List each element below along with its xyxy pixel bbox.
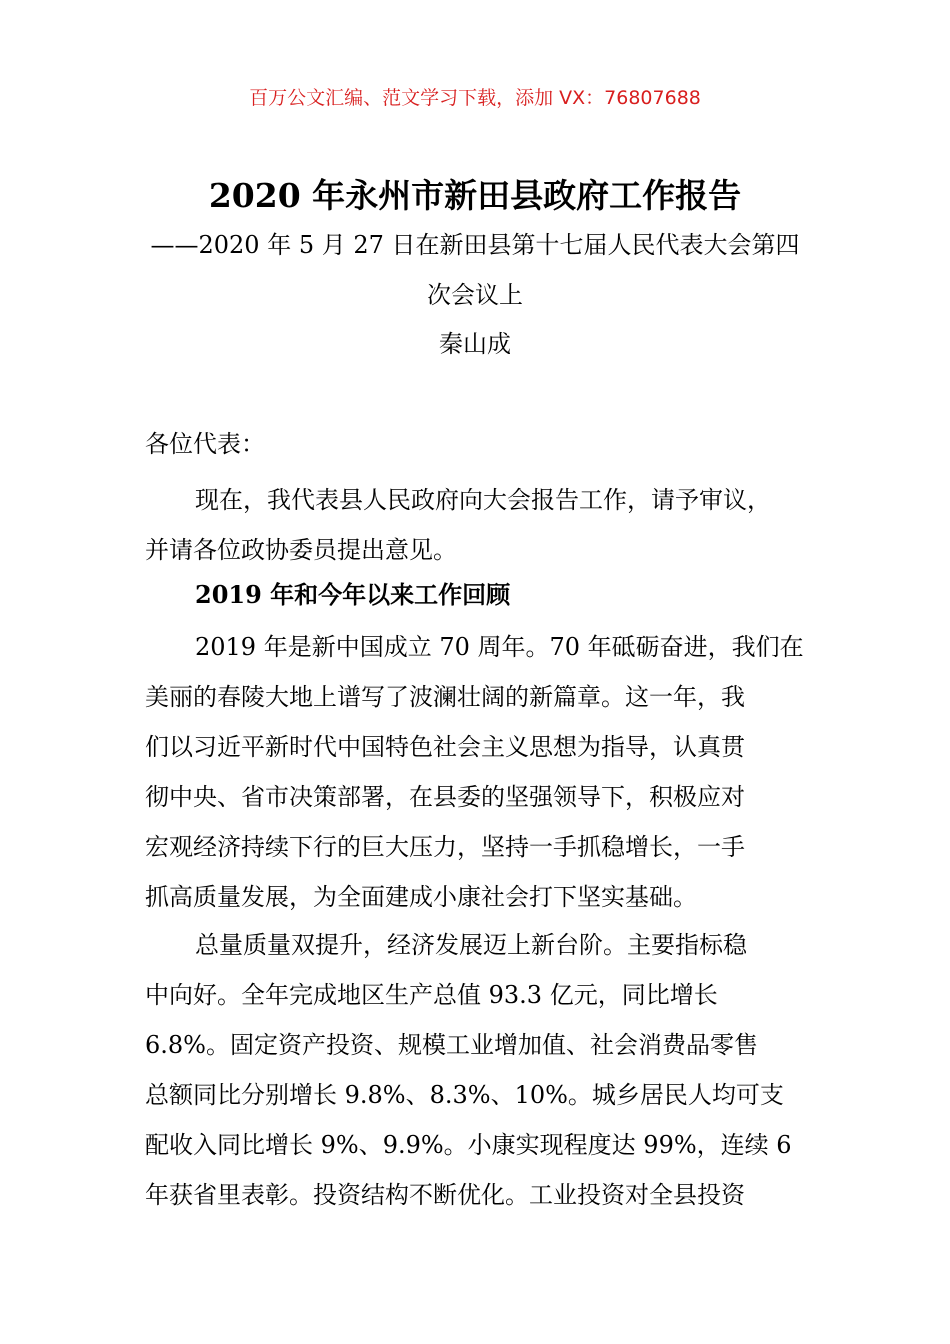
document-title: 2020 年永州市新田县政府工作报告 — [208, 176, 742, 215]
paragraph-line: 年获省里表彰。投资结构不断优化。工业投资对全县投资 — [145, 1181, 745, 1209]
paragraph-line: 彻中央、省市决策部署，在县委的坚强领导下，积极应对 — [145, 783, 745, 811]
paragraph-intro — [145, 475, 835, 575]
paragraph-review — [145, 622, 835, 922]
paragraph-line: 2019 年是新中国成立 70 周年。70 年砥砺奋进，我们在 — [195, 633, 804, 661]
paragraph-line: 总额同比分别增长 9.8%、8.3%、10%。城乡居民人均可支 — [145, 1081, 784, 1109]
subtitle-line-2: 次会议上 — [427, 281, 523, 309]
paragraph-line: 配收入同比增长 9%、9.9%。小康实现程度达 99%，连续 6 — [145, 1131, 792, 1159]
paragraph-line: 并请各位政协委员提出意见。 — [145, 536, 457, 564]
subtitle-line-1: ——2020 年 5 月 27 日在新田县第十七届人民代表大会第四 — [150, 231, 800, 259]
paragraph-line: 美丽的春陵大地上谱写了波澜壮阔的新篇章。这一年，我 — [145, 683, 745, 711]
paragraph-line: 现在，我代表县人民政府向大会报告工作，请予审议， — [195, 486, 771, 514]
promo-banner: 百万公文汇编、范文学习下载，添加 VX：76807688 — [249, 87, 701, 109]
paragraph-line: 宏观经济持续下行的巨大压力，坚持一手抓稳增长，一手 — [145, 833, 745, 861]
paragraph-line: 总量质量双提升，经济发展迈上新台阶。主要指标稳 — [195, 931, 747, 959]
paragraph-line: 中向好。全年完成地区生产总值 93.3 亿元，同比增长 — [145, 981, 718, 1009]
paragraph-line: 抓高质量发展，为全面建成小康社会打下坚实基础。 — [145, 883, 697, 911]
salutation: 各位代表： — [145, 430, 265, 458]
author-name: 秦山成 — [439, 330, 511, 358]
paragraph-line: 们以习近平新时代中国特色社会主义思想为指导，认真贯 — [145, 733, 745, 761]
paragraph-economy — [145, 920, 835, 1220]
section-heading: 2019 年和今年以来工作回顾 — [195, 580, 511, 609]
paragraph-line: 6.8%。固定资产投资、规模工业增加值、社会消费品零售 — [145, 1031, 758, 1059]
